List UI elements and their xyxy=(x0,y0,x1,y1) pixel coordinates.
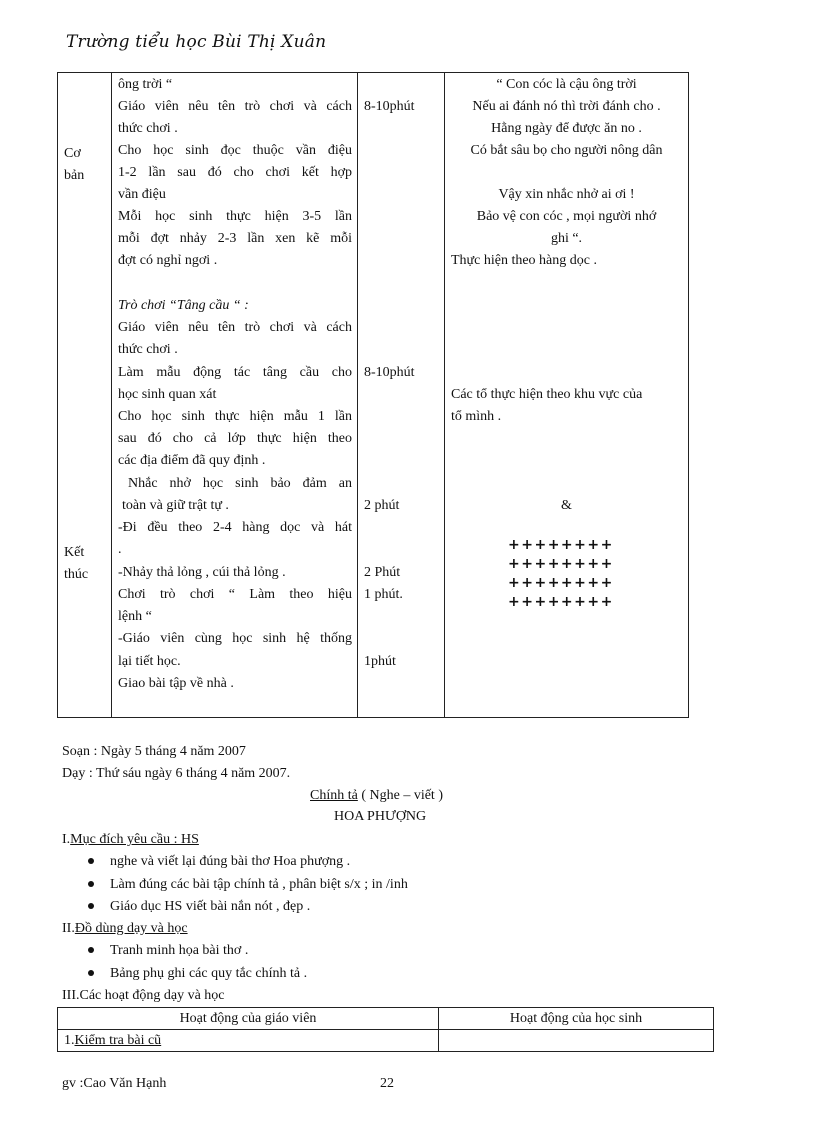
student-column xyxy=(445,73,689,718)
phase-end-line1: Kết xyxy=(64,545,85,560)
page-number: 22 xyxy=(380,1076,394,1091)
school-header: Trường tiểu học Bùi Thị Xuân xyxy=(66,32,327,52)
subject-heading xyxy=(310,787,443,805)
formation-row: ++++++++ xyxy=(508,537,614,553)
student-action: Các tổ thực hiện theo khu vực của xyxy=(451,387,643,402)
teacher-name: gv :Cao Văn Hạnh xyxy=(62,1076,167,1091)
content-line: -Giáo viên cùng học sinh hệ thống xyxy=(118,631,352,646)
objective-text: nghe và viết lại đúng bài thơ Hoa phượng . xyxy=(110,854,351,869)
phase-main-line2: bản xyxy=(64,168,85,183)
content-line: toàn và giữ trật tự . xyxy=(122,498,229,513)
content-line: thức chơi . xyxy=(118,121,178,136)
activity-row-student xyxy=(439,1030,714,1052)
content-line: -Đi đều theo 2-4 hàng dọc và hát xyxy=(118,520,352,535)
section-1-number: I. xyxy=(62,832,71,847)
objective-item xyxy=(88,853,350,871)
poem-line: “ Con cóc là cậu ông trời xyxy=(496,77,637,92)
section-3-heading: III.Các hoạt động dạy và học xyxy=(62,988,225,1003)
content-line: mỗi đợt nhảy 2-3 lần xen kẽ mỗi xyxy=(118,231,352,246)
objective-item xyxy=(88,898,310,916)
content-column xyxy=(112,73,358,718)
lesson-title: HOA PHƯỢNG xyxy=(334,809,427,824)
phase-main-line1: Cơ xyxy=(64,146,81,161)
activity-table xyxy=(57,1007,714,1052)
teacher-column-header: Hoạt động của giáo viên xyxy=(58,1008,439,1030)
section-2-heading xyxy=(62,920,188,938)
bullet-icon xyxy=(88,881,94,887)
content-line: đợt có nghỉ ngơi . xyxy=(118,253,218,268)
section-1-title: Mục đích yêu cầu : HS xyxy=(70,832,199,847)
bullet-icon xyxy=(88,903,94,909)
section-1-heading xyxy=(62,831,199,849)
material-text: Tranh minh họa bài thơ . xyxy=(110,943,249,958)
content-line: sau đó cho cả lớp thực hiện theo xyxy=(118,431,352,446)
subject-type: ( Nghe – viết ) xyxy=(357,788,443,803)
material-text: Bảng phụ ghi các quy tắc chính tả . xyxy=(110,966,308,981)
content-line: Giao bài tập về nhà . xyxy=(118,676,234,691)
teach-date: Dạy : Thứ sáu ngày 6 tháng 4 năm 2007. xyxy=(62,766,291,781)
poem-line: ghi “. xyxy=(550,231,583,246)
content-line: Giáo viên nêu tên trò chơi và cách xyxy=(118,99,352,114)
content-line: thức chơi . xyxy=(118,342,178,357)
content-line: Chơi trò chơi “ Làm theo hiệu xyxy=(118,587,352,602)
student-action: tổ mình . xyxy=(451,409,502,424)
content-line: -Nhảy thả lỏng , cúi thả lỏng . xyxy=(118,565,286,580)
lesson-table xyxy=(57,72,689,718)
content-line: học sinh quan xát xyxy=(118,387,217,402)
content-line: vần điệu xyxy=(118,187,166,202)
objective-text: Giáo dục HS viết bài nắn nót , đẹp . xyxy=(110,899,311,914)
content-line: ông trời “ xyxy=(118,77,173,92)
section-2-title: Đồ dùng dạy và học xyxy=(74,921,188,936)
bullet-icon xyxy=(88,947,94,953)
objective-text: Làm đúng các bài tập chính tả , phân biệt s/x ; in /inh xyxy=(110,877,408,892)
time-value: 8-10phút xyxy=(364,99,415,114)
student-column-header: Hoạt động của học sinh xyxy=(439,1008,714,1030)
bullet-icon xyxy=(88,970,94,976)
material-item xyxy=(88,965,307,983)
poem-line: Có bắt sâu bọ cho người nông dân xyxy=(470,143,663,158)
time-column xyxy=(358,73,445,718)
content-line: lệnh “ xyxy=(118,609,152,624)
poem-line: Bảo vệ con cóc , mọi người nhớ xyxy=(476,209,657,224)
objective-item xyxy=(88,876,408,894)
content-line: Làm mẫu động tác tâng cầu cho xyxy=(118,365,352,380)
phase-end-line2: thúc xyxy=(64,567,89,582)
formation-row: ++++++++ xyxy=(508,594,614,610)
prep-date: Soạn : Ngày 5 tháng 4 năm 2007 xyxy=(62,744,246,759)
poem-line: Nếu ai đánh nó thì trời đánh cho . xyxy=(472,99,661,114)
formation-row: ++++++++ xyxy=(508,575,614,591)
game-title: Trò chơi “Tâng cầu “ : xyxy=(118,298,249,313)
row-title: Kiểm tra bài cũ xyxy=(74,1032,162,1048)
ampersand-mark: & xyxy=(561,498,572,513)
time-value: 8-10phút xyxy=(364,365,415,380)
time-value: 2 Phút xyxy=(364,565,401,580)
time-value: 2 phút xyxy=(364,498,400,513)
poem-line: Vậy xin nhắc nhở ai ơi ! xyxy=(498,187,635,202)
student-action: Thực hiện theo hàng dọc . xyxy=(451,253,597,268)
content-line: Nhắc nhở học sinh bảo đảm an xyxy=(128,476,352,491)
time-value: 1 phút. xyxy=(364,587,403,602)
subject-name: Chính tả xyxy=(310,788,358,803)
phase-column xyxy=(58,73,112,718)
content-line: Cho học sinh thực hiện mẫu 1 lần xyxy=(118,409,352,424)
content-line: . xyxy=(118,542,122,557)
content-line: Giáo viên nêu tên trò chơi và cách xyxy=(118,320,352,335)
content-line: 1-2 lần sau đó cho chơi kết hợp xyxy=(118,165,352,180)
formation-row: ++++++++ xyxy=(508,556,614,572)
content-line: lại tiết học. xyxy=(118,654,181,669)
poem-line: Hằng ngày để được ăn no . xyxy=(491,121,642,136)
content-line: Mỗi học sinh thực hiện 3-5 lần xyxy=(118,209,352,224)
section-2-number: II. xyxy=(62,921,75,936)
material-item xyxy=(88,942,248,960)
row-number: 1. xyxy=(64,1032,75,1048)
time-value: 1phút xyxy=(364,654,396,669)
content-line: Cho học sinh đọc thuộc vần điệu xyxy=(118,143,352,158)
activity-row-label xyxy=(58,1030,439,1052)
content-line: các địa điểm đã quy định . xyxy=(118,453,266,468)
formation-diagram xyxy=(508,536,614,612)
bullet-icon xyxy=(88,858,94,864)
